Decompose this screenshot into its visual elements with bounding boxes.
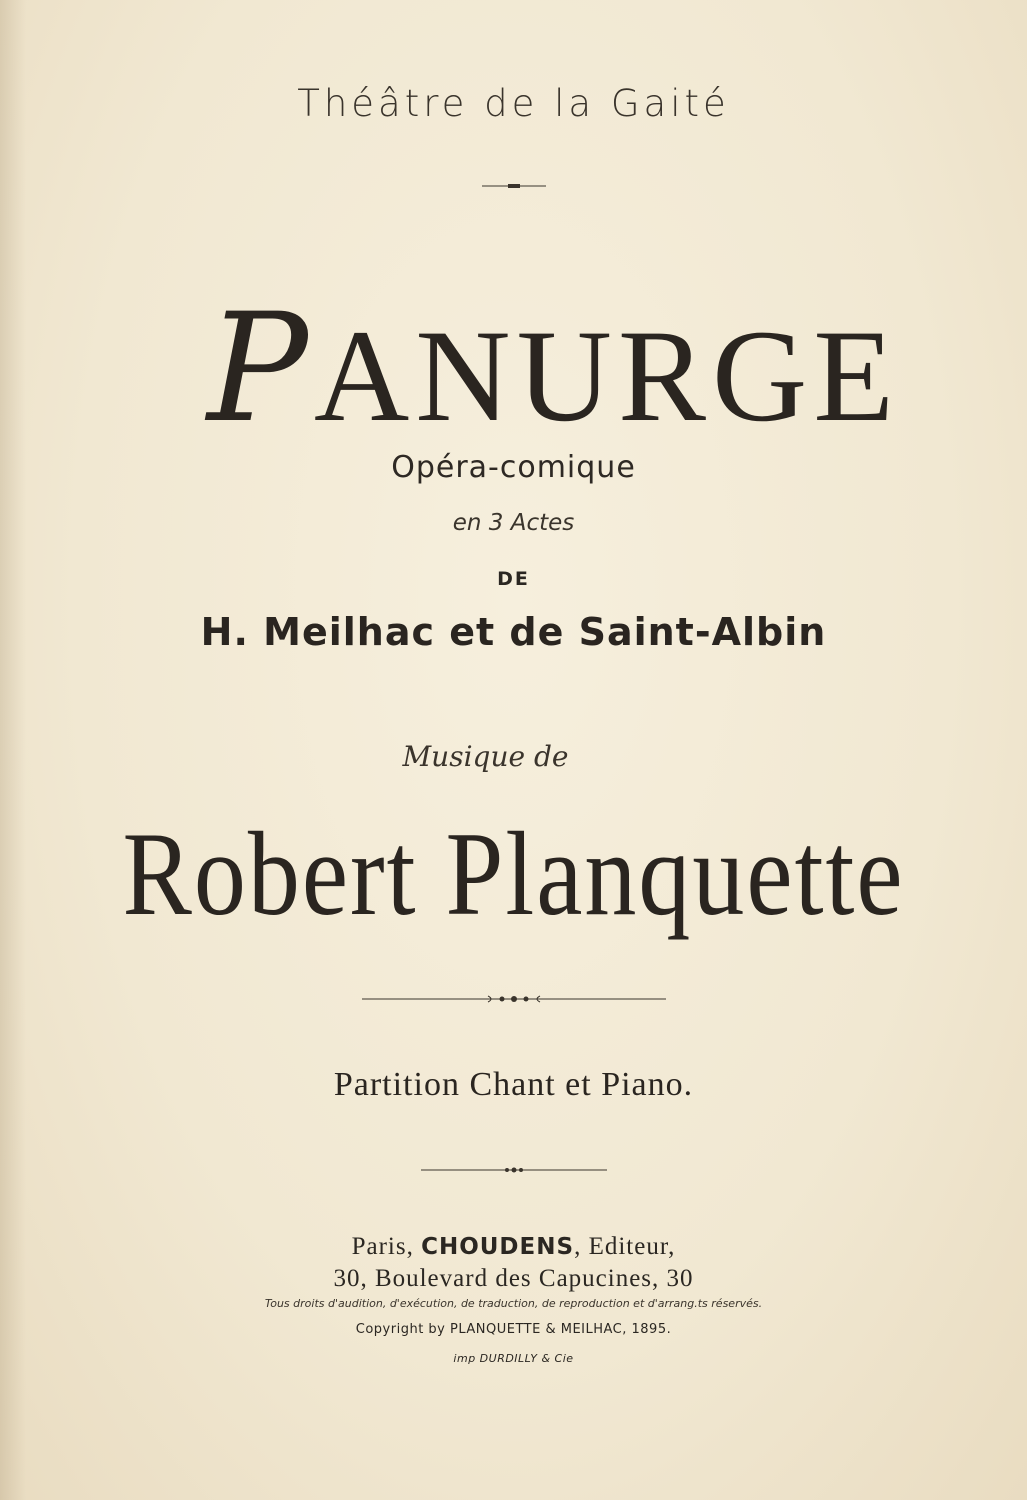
title-initial: P <box>207 282 314 456</box>
publisher-line <box>0 1233 1027 1261</box>
theatre-name: Théâtre de la Gaité <box>297 82 730 125</box>
printer-credit: imp DURDILLY & Cie <box>453 1352 574 1365</box>
divider-ornament-top <box>0 182 1027 190</box>
score-type: Partition Chant et Piano. <box>333 1066 694 1103</box>
genre-subtitle: Opéra-comique <box>391 450 636 485</box>
acts-count: en 3 Actes <box>452 510 575 536</box>
title-rest: ANURGE <box>313 302 900 449</box>
by-label: DE <box>497 568 530 590</box>
publisher-role: , Editeur, <box>574 1233 676 1260</box>
publisher-address: 30, Boulevard des Capucines, 30 <box>333 1265 694 1292</box>
opera-title <box>40 282 1027 456</box>
composer-name: Robert Planquette <box>122 808 905 941</box>
divider-ornament-middle <box>0 993 1027 1005</box>
publisher-city: Paris, <box>351 1233 414 1260</box>
copyright-notice: Copyright by PLANQUETTE & MEILHAC, 1895. <box>355 1322 672 1337</box>
rights-notice: Tous droits d'audition, d'exécution, de traduction, de reproduction et d'arrang.ts réservés. <box>264 1297 763 1310</box>
music-by-label: Musique de <box>402 740 569 773</box>
publisher-name: CHOUDENS <box>421 1234 575 1260</box>
librettists: H. Meilhac et de Saint-Albin <box>200 610 827 654</box>
divider-ornament-lower <box>0 1165 1027 1175</box>
